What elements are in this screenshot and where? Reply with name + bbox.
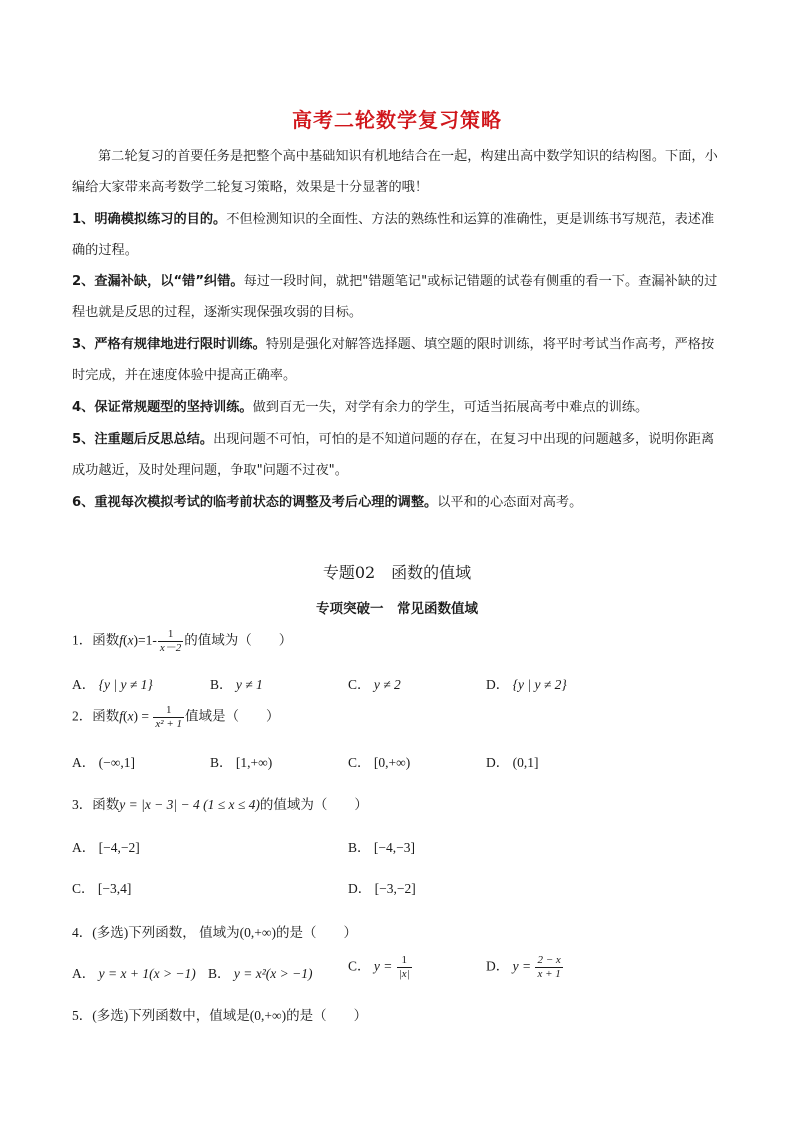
strategy-item-6 xyxy=(72,487,724,518)
q2-option-d[interactable] xyxy=(486,751,539,771)
option-value: [−3,−2] xyxy=(374,881,416,896)
question-suffix: 的值域为（ ） xyxy=(259,797,368,812)
option-value: [−4,−2] xyxy=(98,840,140,855)
option-label: C． xyxy=(72,881,95,896)
q3-option-b[interactable] xyxy=(348,836,415,856)
option-value: y = x + 1(x > −1) xyxy=(98,966,196,981)
question-4 xyxy=(72,921,357,941)
option-value: y = xyxy=(373,958,396,974)
strategy-item-bold: 6、重视每次模拟考试的临考前状态的调整及考后心理的调整。 xyxy=(72,495,438,510)
option-label: B． xyxy=(348,840,371,855)
variable: x xyxy=(127,708,134,724)
question-suffix: 值域是（ ） xyxy=(185,708,280,724)
question-3 xyxy=(72,793,368,813)
strategy-title: 高考二轮数学复习策略 xyxy=(292,108,502,132)
option-label: C． xyxy=(348,677,371,692)
option-label: C． xyxy=(348,755,371,770)
option-label: C． xyxy=(348,958,371,974)
question-suffix: 的是（ ） xyxy=(275,925,357,940)
q2-option-c[interactable] xyxy=(348,751,410,771)
strategy-item-bold: 3、严格有规律地进行限时训练。 xyxy=(72,337,266,352)
option-label: D． xyxy=(486,677,510,692)
option-label: D． xyxy=(486,755,510,770)
fraction xyxy=(535,954,562,981)
option-label: D． xyxy=(486,958,510,974)
option-label: A． xyxy=(72,677,96,692)
numerator: 1 xyxy=(397,954,412,968)
q3-option-a[interactable] xyxy=(72,836,140,856)
q3-option-c[interactable] xyxy=(72,877,131,897)
q3-option-d[interactable] xyxy=(348,877,416,897)
option-value: {y | y ≠ 1} xyxy=(98,677,153,692)
strategy-item-3 xyxy=(72,329,724,391)
topic-title: 专题02 函数的值域 xyxy=(322,563,472,582)
q1-option-d[interactable] xyxy=(486,673,567,693)
question-suffix: 的值域为（ ） xyxy=(184,632,293,648)
option-value: y ≠ 1 xyxy=(235,677,263,692)
question-prefix: 1．函数 xyxy=(72,632,120,648)
equation-part: = xyxy=(138,708,153,724)
function-name: f xyxy=(119,632,124,648)
strategy-item-bold: 4、保证常规题型的坚持训练。 xyxy=(72,400,253,415)
option-value: (−∞,1] xyxy=(98,755,135,770)
strategy-item-text: 特别是强化对解答选择题、填空题的限时训练，将平时考试当作高考，严格按时完成，并在速度体验中提高正确率。 xyxy=(72,337,715,383)
q4-option-d[interactable] xyxy=(486,954,564,981)
option-value: y = xyxy=(512,958,535,974)
option-value: y ≠ 2 xyxy=(373,677,401,692)
range: (0,+∞) xyxy=(249,1008,287,1023)
function-name: f xyxy=(119,708,124,724)
strategy-item-bold: 5、注重题后反思总结。 xyxy=(72,432,214,447)
option-value: [0,+∞) xyxy=(373,755,411,770)
fraction xyxy=(158,628,183,655)
strategy-intro: 第二轮复习的首要任务是把整个高中基础知识有机地结合在一起，构建出高中数学知识的结构图。下面，小编给大家带来高考数学二轮复习策略，效果是十分显著的哦！ xyxy=(72,149,718,195)
denominator: x² + 1 xyxy=(155,718,182,730)
numerator: 1 xyxy=(153,704,184,718)
strategy-item-bold: 2、查漏补缺，以“错”纠错。 xyxy=(72,274,244,289)
option-label: B． xyxy=(208,966,231,981)
question-prefix: 4．(多选)下列函数， 值域为 xyxy=(72,925,240,940)
option-value: (0,1] xyxy=(512,755,539,770)
option-label: A． xyxy=(72,840,96,855)
q2-option-a[interactable] xyxy=(72,751,135,771)
q2-option-b[interactable] xyxy=(210,751,272,771)
question-1: 1．函数f(x)=1- $\frac{1}{x-2}$ 的值域为（ ） xyxy=(72,628,293,654)
strategy-item-text: 出现问题不可怕，可怕的是不知道问题的存在，在复习中出现的问题越多，说明你距离成功越近，及时处理问题，争取"问题不过夜"。 xyxy=(72,432,715,478)
option-label: B． xyxy=(210,755,233,770)
equation-part: )=1- xyxy=(133,632,157,648)
variable: x xyxy=(127,632,134,648)
strategy-item-4 xyxy=(72,392,724,423)
q4-option-b[interactable] xyxy=(208,962,313,982)
option-label: D． xyxy=(348,881,372,896)
expression: y = |x − 3| − 4 (1 ≤ x ≤ 4) xyxy=(119,797,260,812)
strategy-item-text: 做到百无一失，对学有余力的学生，可适当拓展高考中难点的训练。 xyxy=(252,400,649,415)
fraction xyxy=(397,954,412,981)
option-label: A． xyxy=(72,966,96,981)
q4-option-a[interactable] xyxy=(72,962,196,982)
option-value: [−3,4] xyxy=(97,881,132,896)
strategy-item-text: 不但检测知识的全面性、方法的熟练性和运算的准确性，更是训练书写规范，表述准确的过程。 xyxy=(72,212,715,258)
option-label: B． xyxy=(210,677,233,692)
fraction xyxy=(153,704,184,731)
denominator: x－2 xyxy=(159,642,182,654)
option-value: y = x²(x > −1) xyxy=(233,966,313,981)
q1-option-b[interactable] xyxy=(210,673,263,693)
denominator: x + 1 xyxy=(537,968,561,980)
question-prefix: 3．函数 xyxy=(72,797,120,812)
strategy-item-text: 每过一段时间，就把"错题笔记"或标记错题的试卷有侧重的看一下。查漏补缺的过程也就是反思的过程，逐渐实现保强攻弱的目标。 xyxy=(72,274,718,320)
option-value: [−4,−3] xyxy=(373,840,415,855)
option-value: {y | y ≠ 2} xyxy=(512,677,567,692)
question-suffix: 的是（ ） xyxy=(286,1008,368,1023)
strategy-item-2 xyxy=(72,266,724,328)
strategy-item-1 xyxy=(72,204,724,266)
option-label: A． xyxy=(72,755,96,770)
question-prefix: 2．函数 xyxy=(72,708,120,724)
numerator: 2 − x xyxy=(537,954,561,966)
q4-option-c[interactable] xyxy=(348,954,413,981)
strategy-item-5 xyxy=(72,424,724,486)
topic-subtitle: 专项突破一 常见函数值域 xyxy=(316,601,478,617)
question-2: 2．函数f(x) = $\frac{1}{\text{x² + 1}}$ 值域是（ ） xyxy=(72,704,280,730)
q1-option-a[interactable] xyxy=(72,673,153,693)
question-prefix: 5．(多选)下列函数中，值域是 xyxy=(72,1008,250,1023)
numerator: 1 xyxy=(158,628,183,642)
strategy-item-text: 以平和的心态面对高考。 xyxy=(437,495,583,510)
strategy-item-bold: 1、明确模拟练习的目的。 xyxy=(72,212,227,227)
question-5 xyxy=(72,1004,367,1024)
q1-option-c[interactable] xyxy=(348,673,401,693)
denominator: |x| xyxy=(398,968,410,980)
range: (0,+∞) xyxy=(239,925,276,940)
option-value: [1,+∞) xyxy=(235,755,273,770)
